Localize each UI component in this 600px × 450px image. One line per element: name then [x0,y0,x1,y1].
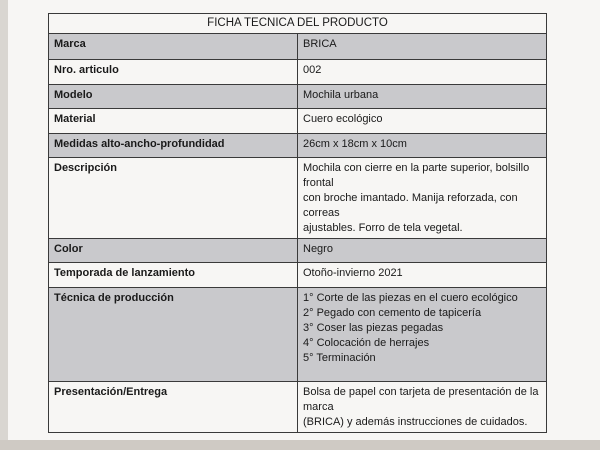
table-row [49,158,547,239]
tecnica-step: 2° Pegado con cemento de tapicería [303,307,482,319]
table-title: FICHA TECNICA DEL PRODUCTO [49,14,547,34]
table-row [49,85,547,109]
table-row [49,263,547,288]
row-value-tecnica [298,288,547,382]
row-value-temporada: Otoño-invierno 2021 [298,263,547,288]
descripcion-line: Mochila con cierre en la parte superior, bolsillo frontal [303,162,530,189]
row-value-presentacion [298,382,547,433]
row-label-articulo: Nro. articulo [49,60,298,85]
tecnica-step: 1° Corte de las piezas en el cuero ecológico [303,292,518,304]
row-label-temporada: Temporada de lanzamiento [49,263,298,288]
row-label-medidas: Medidas alto-ancho-profundidad [49,134,298,158]
tecnica-step: 4° Colocación de herrajes [303,337,430,349]
row-label-color: Color [49,239,298,263]
table-row [49,382,547,433]
descripcion-line: ajustables. Forro de tela vegetal. [303,222,463,234]
row-label-presentacion: Presentación/Entrega [49,382,298,433]
tecnica-step: 5° Terminación [303,352,376,364]
table-row [49,134,547,158]
table-row [49,109,547,134]
row-value-material: Cuero ecológico [298,109,547,134]
row-value-medidas: 26cm x 18cm x 10cm [298,134,547,158]
tecnica-step: 3° Coser las piezas pegadas [303,322,444,334]
row-label-modelo: Modelo [49,85,298,109]
row-label-material: Material [49,109,298,134]
row-value-color: Negro [298,239,547,263]
product-spec-table [48,13,547,433]
row-label-tecnica: Técnica de producción [49,288,298,382]
table-row [49,34,547,60]
row-label-marca: Marca [49,34,298,60]
table-row [49,239,547,263]
descripcion-line: con broche imantado. Manija reforzada, con correas [303,192,518,219]
row-value-marca: BRICA [298,34,547,60]
table-row [49,288,547,382]
presentacion-line: (BRICA) y además instrucciones de cuidados. [303,416,528,428]
presentacion-line: Bolsa de papel con tarjeta de presentación de la marca [303,386,539,413]
table-row [49,60,547,85]
background-surface [0,440,600,450]
row-value-descripcion [298,158,547,239]
row-value-articulo: 002 [298,60,547,85]
row-value-modelo: Mochila urbana [298,85,547,109]
row-label-descripcion: Descripción [49,158,298,239]
